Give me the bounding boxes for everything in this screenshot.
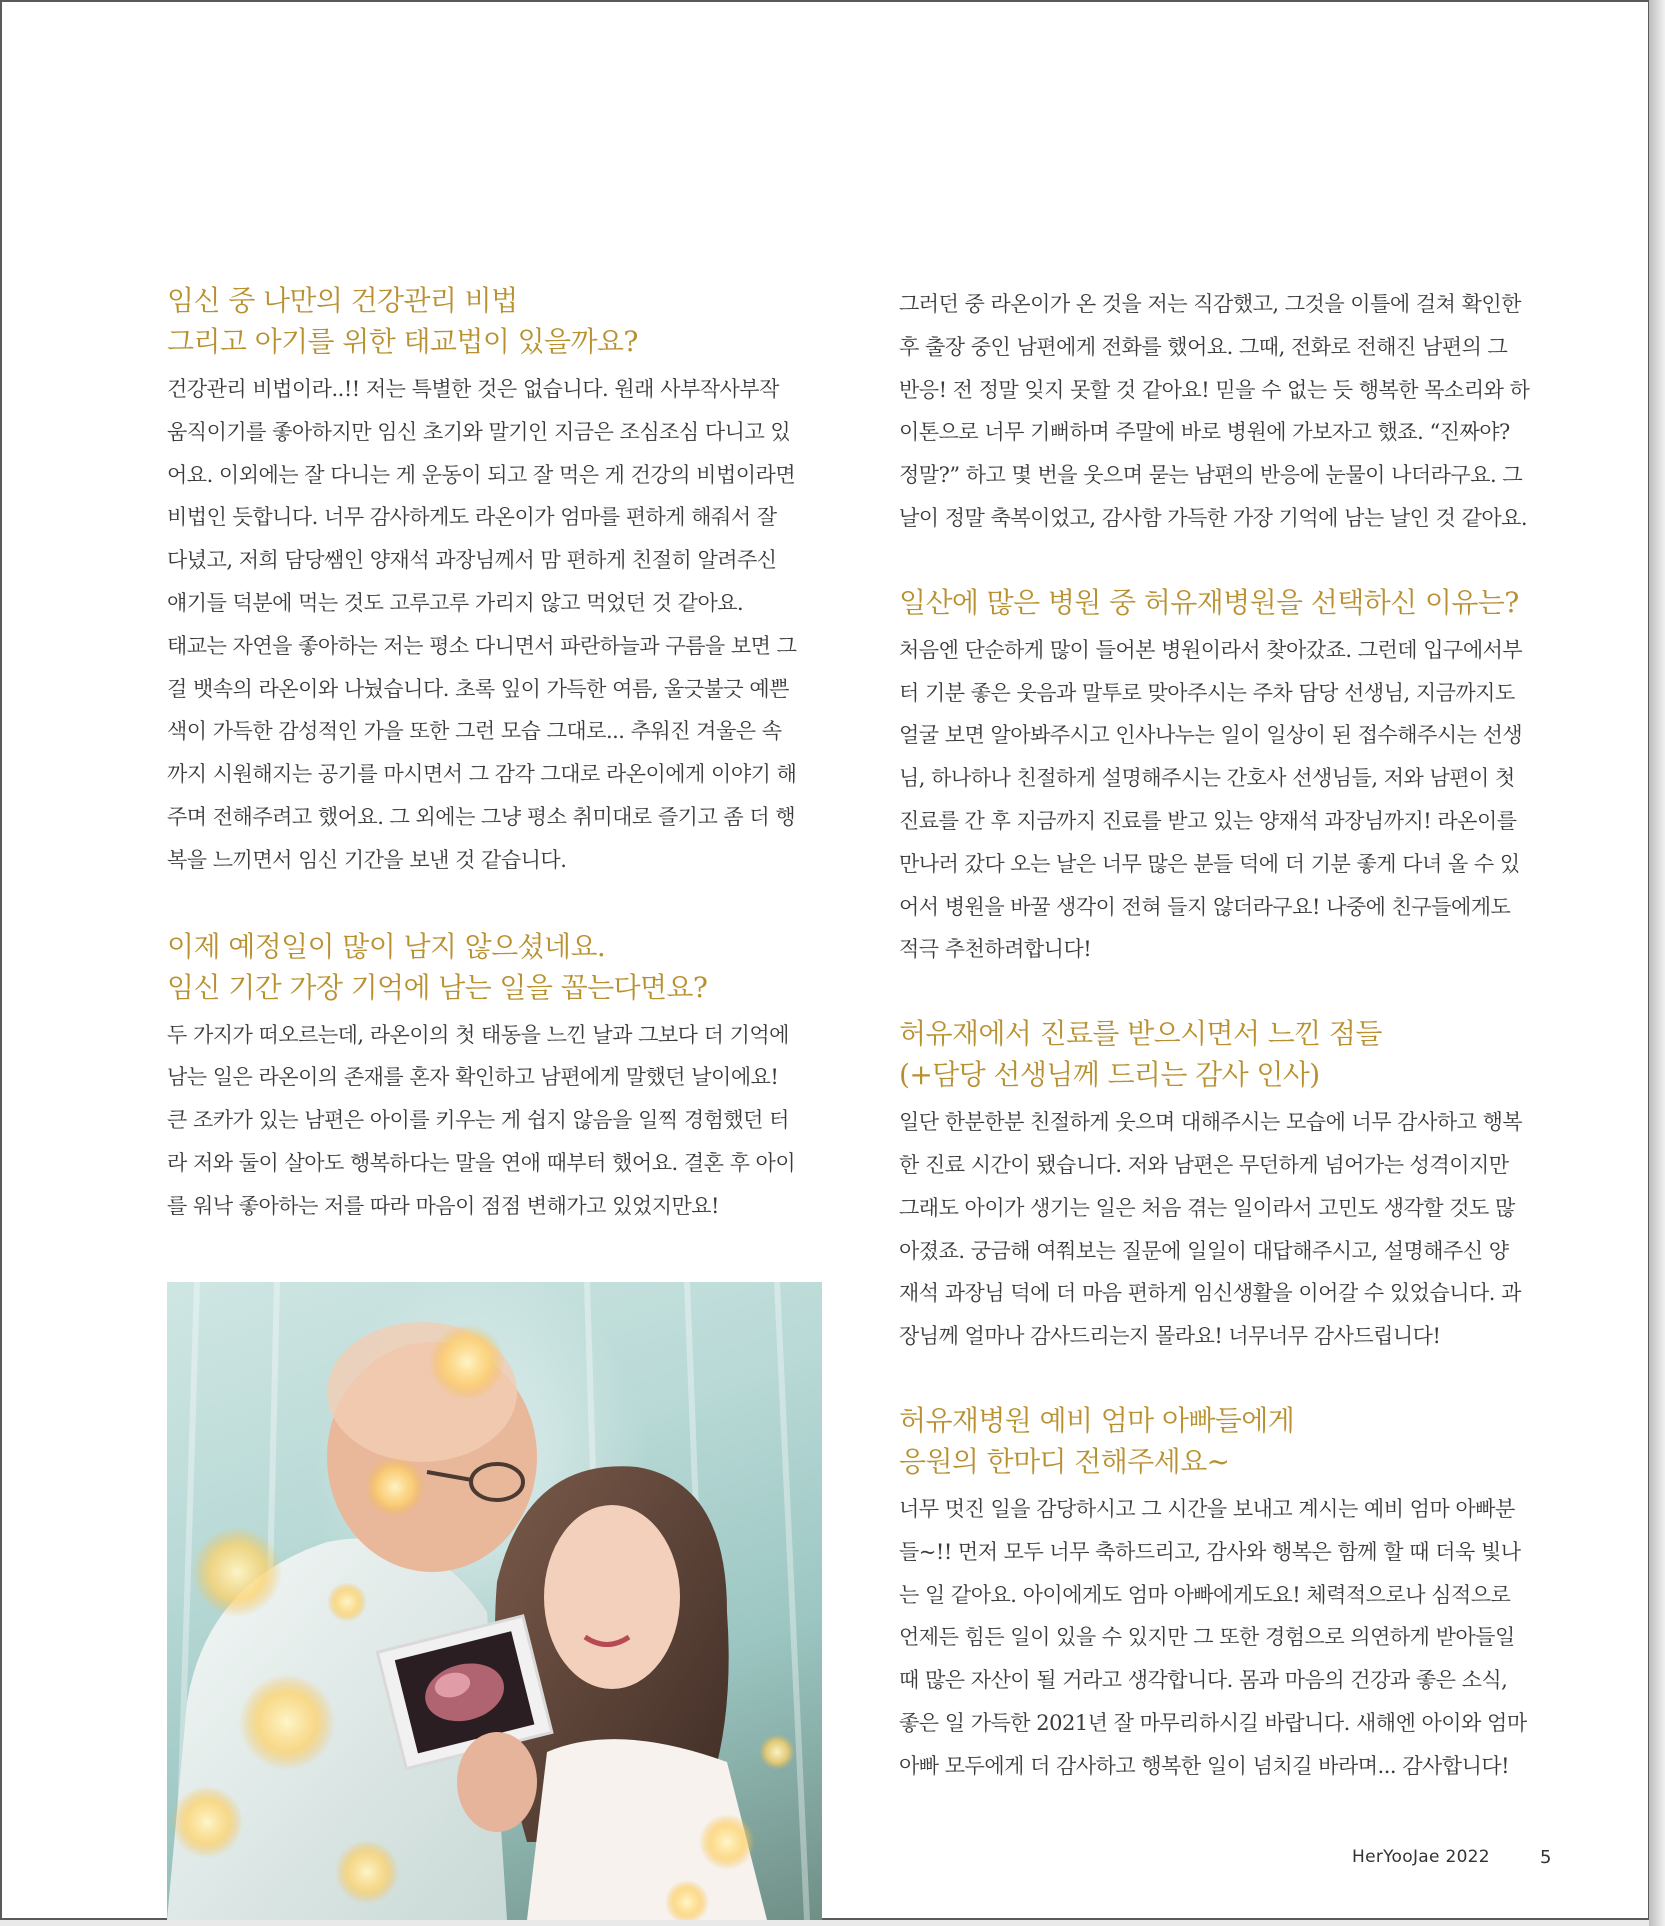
body-line: 때 많은 자산이 될 거라고 생각합니다. 몸과 마음의 건강과 좋은 소식, [899, 1668, 1508, 1693]
body-line: 님, 하나하나 친절하게 설명해주시는 간호사 선생님들, 저와 남편이 첫 [899, 766, 1515, 791]
section-hospital-choice [899, 582, 1554, 971]
section-health-tips [167, 280, 822, 882]
body-line: 다녔고, 저희 담당쌤인 양재석 과장님께서 맘 편하게 친절히 알려주신 [167, 548, 777, 573]
body-line: 좋은 일 가득한 2021년 잘 마무리하시길 바랍니다. 새해엔 아이와 엄마 [899, 1710, 1527, 1735]
heading-line: 그리고 아기를 위한 태교법이 있을까요? [167, 325, 638, 358]
body-line: 반응! 전 정말 잊지 못할 것 같아요! 믿을 수 없는 듯 행복한 목소리와 하 [899, 377, 1530, 402]
body-line: 정말?” 하고 몇 번을 웃으며 묻는 남편의 반응에 눈물이 나더라구요. 그 [899, 463, 1523, 488]
body-line: 날이 정말 축복이었고, 감사함 가득한 가장 기억에 남는 날인 것 같아요. [899, 505, 1528, 530]
section-heading [899, 1400, 1554, 1482]
heading-line: 허유재에서 진료를 받으시면서 느낀 점들 [899, 1017, 1382, 1051]
body-line: 진료를 간 후 지금까지 진료를 받고 있는 양재석 과장님까지! 라온이를 [899, 808, 1517, 833]
intro-body [899, 283, 1554, 540]
heading-line: 응원의 한마디 전해주세요~ [899, 1444, 1230, 1478]
body-line: 는 일 같아요. 아이에게도 엄마 아빠에게도요! 체력적으로나 심적으로 [899, 1582, 1511, 1607]
body-line: 얼굴 보면 알아봐주시고 인사나누는 일이 일상이 된 접수해주시는 선생 [899, 723, 1523, 748]
section-cheer-message [899, 1400, 1554, 1788]
section-body [167, 1014, 822, 1228]
left-column [167, 280, 822, 1228]
page-edge-shadow [1649, 0, 1665, 1926]
body-line: 비법인 듯합니다. 너무 감사하게도 라온이가 엄마를 편하게 해줘서 잘 [167, 505, 777, 530]
body-line: 재석 과장님 덕에 더 마음 편하게 임신생활을 이어갈 수 있었습니다. 과 [899, 1281, 1521, 1306]
body-line: 까지 시원해지는 공기를 마시면서 그 감각 그대로 라온이에게 이야기 해 [167, 762, 797, 787]
section-heading [899, 1013, 1554, 1095]
heading-line: 이제 예정일이 많이 남지 않으셨네요. [167, 929, 606, 963]
body-line: 색이 가득한 감성적인 가을 또한 그런 모습 그대로... 추워진 겨울은 속 [167, 719, 782, 744]
right-column [899, 283, 1554, 1788]
body-line: 들~!! 먼저 모두 너무 축하드리고, 감사와 행복은 함께 할 때 더욱 빛나 [899, 1539, 1521, 1564]
body-line: 얘기들 덕분에 먹는 것도 고루고루 가리지 않고 먹었던 것 같아요. [167, 590, 744, 615]
body-line: 장님께 얼마나 감사드리는지 몰라요! 너무너무 감사드립니다! [899, 1324, 1441, 1349]
heading-line: (+담당 선생님께 드리는 감사 인사) [899, 1058, 1320, 1092]
body-line: 남는 일은 라온이의 존재를 혼자 확인하고 남편에게 말했던 날이에요! [167, 1065, 779, 1090]
page-number: 5 [1540, 1847, 1552, 1868]
body-line: 한 진료 시간이 됐습니다. 저와 남편은 무던하게 넘어가는 성격이지만 [899, 1152, 1509, 1177]
body-line: 그러던 중 라온이가 온 것을 저는 직감했고, 그것을 이틀에 걸쳐 확인한 [899, 292, 1521, 316]
section-body [899, 1101, 1554, 1358]
body-line: 적극 추천하려합니다! [899, 937, 1092, 962]
heading-line: 임신 기간 가장 기억에 남는 일을 꼽는다면요? [167, 970, 708, 1004]
body-line: 후 출장 중인 남편에게 전화를 했어요. 그때, 전화로 전해진 남편의 그 [899, 334, 1508, 359]
body-line: 이톤으로 너무 기뻐하며 주말에 바로 병원에 가보자고 했죠. “진짜야? [899, 420, 1510, 445]
body-line: 주며 전해주려고 했어요. 그 외에는 그냥 평소 취미대로 즐기고 좀 더 행 [167, 804, 796, 829]
body-line: 어요. 이외에는 잘 다니는 게 운동이 되고 잘 먹은 게 건강의 비법이라면 [167, 462, 796, 487]
section-body [167, 368, 822, 882]
section-heading [899, 582, 1554, 623]
section-body [899, 629, 1554, 971]
heading-line: 일산에 많은 병원 중 허유재병원을 선택하신 이유는? [899, 585, 1519, 619]
section-heading [167, 280, 822, 362]
body-line: 라 저와 둘이 살아도 행복하다는 말을 연애 때부터 했어요. 결혼 후 아이 [167, 1150, 796, 1175]
body-line: 어서 병원을 바꿀 생각이 전혀 들지 않더라구요! 나중에 친구들에게도 [899, 894, 1511, 919]
heading-line: 임신 중 나만의 건강관리 비법 [167, 284, 518, 317]
body-line: 너무 멋진 일을 감당하시고 그 시간을 보내고 계시는 예비 엄마 아빠분 [899, 1496, 1515, 1521]
heading-line: 허유재병원 예비 엄마 아빠들에게 [899, 1403, 1295, 1437]
photo-illustration [167, 1282, 822, 1920]
body-line: 아졌죠. 궁금해 여쭤보는 질문에 일일이 대답해주시고, 설명해주신 양 [899, 1238, 1509, 1263]
body-line: 태교는 자연을 좋아하는 저는 평소 다니면서 파란하늘과 구름을 보면 그 [167, 633, 797, 658]
body-line: 걸 뱃속의 라온이와 나눴습니다. 초록 잎이 가득한 여름, 울긋불긋 예쁜 [167, 676, 789, 701]
couple-ultrasound-photo [167, 1282, 822, 1920]
section-impressions [899, 1013, 1554, 1358]
body-line: 건강관리 비법이라..!! 저는 특별한 것은 없습니다. 원래 사부작사부작 [167, 377, 779, 401]
section-memorable-moment [167, 926, 822, 1228]
body-line: 를 워낙 좋아하는 저를 따라 마음이 점점 변해가고 있었지만요! [167, 1193, 719, 1218]
footer-brand: HerYooJae 2022 [1352, 1847, 1490, 1867]
body-line: 만나러 갔다 오는 날은 너무 많은 분들 덕에 더 기분 좋게 다녀 올 수 있 [899, 851, 1520, 876]
body-line: 그래도 아이가 생기는 일은 처음 겪는 일이라서 고민도 생각할 것도 많 [899, 1195, 1515, 1220]
body-line: 아빠 모두에게 더 감사하고 행복한 일이 넘치길 바라며... 감사합니다! [899, 1753, 1510, 1778]
body-line: 큰 조카가 있는 남편은 아이를 키우는 게 쉽지 않음을 일찍 경험했던 터 [167, 1108, 789, 1133]
section-heading [167, 926, 822, 1008]
body-line: 처음엔 단순하게 많이 들어본 병원이라서 찾아갔죠. 그런데 입구에서부 [899, 637, 1523, 662]
body-line: 일단 한분한분 친절하게 웃으며 대해주시는 모습에 너무 감사하고 행복 [899, 1110, 1523, 1135]
body-line: 복을 느끼면서 임신 기간을 보낸 것 같습니다. [167, 847, 567, 872]
body-line: 터 기분 좋은 웃음과 말투로 맞아주시는 주차 담당 선생님, 지금까지도 [899, 680, 1515, 705]
body-line: 언제든 힘든 일이 있을 수 있지만 그 또한 경험으로 의연하게 받아들일 [899, 1625, 1515, 1650]
section-body [899, 1488, 1554, 1788]
body-line: 움직이기를 좋아하지만 임신 초기와 말기인 지금은 조심조심 다니고 있 [167, 419, 791, 444]
body-line: 두 가지가 떠오르는데, 라온이의 첫 태동을 느낀 날과 그보다 더 기억에 [167, 1022, 789, 1047]
